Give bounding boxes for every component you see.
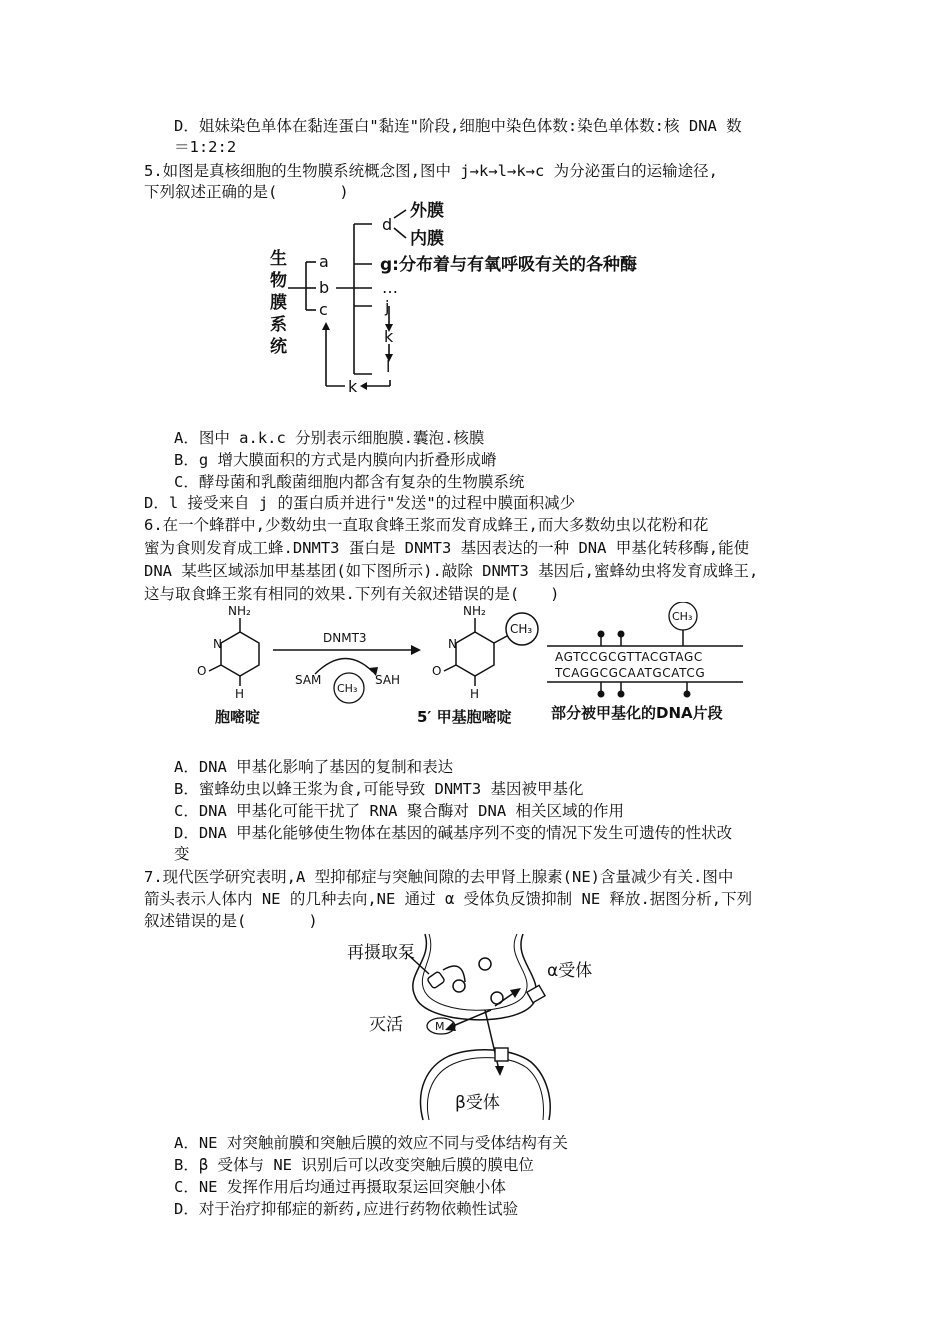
node-c: c (319, 300, 328, 319)
node-b: b (319, 278, 330, 297)
q6-option-b: B．蜜蜂幼虫以蜂王浆为食,可能导致 DNMT3 基因被甲基化 (174, 780, 584, 798)
system-label-char: 生 (270, 249, 287, 269)
q5-option-a: A．图中 a.k.c 分别表示细胞膜.囊泡.核膜 (174, 429, 485, 447)
q6-option-d-line2: 变 (174, 845, 190, 863)
dna-ch3: CH₃ (672, 610, 693, 623)
node-j: j (385, 297, 390, 316)
q4-option-d-line1: D．姐妹染色单体在黏连蛋白"黏连"阶段,细胞中染色体数:染色单体数:核 DNA 数 (174, 117, 742, 135)
q7-option-b: B．β 受体与 NE 识别后可以改变突触后膜的膜电位 (174, 1156, 534, 1174)
q5-biomembrane-diagram (260, 198, 680, 398)
q6-methylation-diagram (195, 602, 795, 734)
node-dots: … (382, 278, 398, 297)
q5-stem-line2: 下列叙述正确的是( ) (144, 183, 349, 201)
q6-stem-line2: 蜜为食则发育成工蜂.DNMT3 蛋白是 DNMT3 基因表达的一种 DNA 甲基化转移酶,能使 (144, 539, 750, 557)
label-m: M (435, 1020, 445, 1033)
q5-option-c: C．酵母菌和乳酸菌细胞内都含有复杂的生物膜系统 (174, 473, 525, 491)
ch3-group: CH₃ (337, 682, 358, 695)
label-5-methylcytosine: 5′ 甲基胞嘧啶 (417, 708, 512, 726)
cytosine-n: N (213, 637, 222, 651)
q6-stem-line1: 6.在一个蜂群中,少数幼虫一直取食蜂王浆而发育成蜂王,而大多数幼虫以花粉和花 (144, 516, 709, 534)
q6-stem-line4: 这与取食蜂王浆有相同的效果.下列有关叙述错误的是( ) (144, 585, 560, 603)
q5-option-b: B．g 增大膜面积的方式是内膜向内折叠形成嵴 (174, 451, 497, 469)
q6-option-d-line1: D．DNA 甲基化能够使生物体在基因的碱基序列不变的情况下发生可遗传的性状改 (174, 824, 733, 842)
cytosine-nh2: NH₂ (228, 604, 251, 618)
q7-stem-line1: 7.现代医学研究表明,A 型抑郁症与突触间隙的去甲肾上腺素(NE)含量减少有关.图中 (144, 868, 734, 886)
system-label-char: 统 (270, 337, 287, 357)
q7-option-c: C．NE 发挥作用后均通过再摄取泵运回突触小体 (174, 1178, 506, 1196)
node-k-bottom: k (348, 377, 358, 396)
node-l: l (386, 357, 391, 376)
cytosine-o: O (197, 664, 207, 678)
label-sam: SAM (295, 673, 322, 687)
node-a: a (319, 252, 329, 271)
methyl-n: N (448, 637, 457, 651)
q4-option-d-line2: ＝1:2:2 (174, 138, 237, 156)
label-reuptake-pump: 再摄取泵 (347, 943, 415, 963)
label-beta-receptor: β受体 (455, 1093, 500, 1113)
cytosine-h: H (235, 687, 245, 701)
q6-stem-line3: DNA 某些区域添加甲基基团(如下图所示).敲除 DNMT3 基因后,蜜蜂幼虫将发育成蜂王, (144, 562, 759, 580)
q5-option-d: D．l 接受来自 j 的蛋白质并进行"发送"的过程中膜面积减少 (144, 494, 576, 512)
label-dna-fragment: 部分被甲基化的DNA片段 (551, 704, 723, 722)
label-g: g:分布着与有氧呼吸有关的各种酶 (380, 255, 637, 275)
methyl-o: O (432, 664, 442, 678)
node-k: k (384, 327, 394, 346)
dna-strand-top: AGTCCGCGTTACGTAGC (555, 650, 703, 664)
label-inactivation: 灭活 (369, 1015, 403, 1035)
label-outer-membrane: 外膜 (410, 201, 444, 221)
q7-stem-line2: 箭头表示人体内 NE 的几种去向,NE 通过 α 受体负反馈抑制 NE 释放.据图分析,下列 (144, 890, 753, 908)
methyl-h: H (470, 687, 480, 701)
q7-option-d: D．对于治疗抑郁症的新药,应进行药物依赖性试验 (174, 1200, 519, 1218)
label-sah: SAH (375, 673, 401, 687)
q7-stem-line3: 叙述错误的是( ) (144, 912, 318, 930)
system-label-char: 物 (270, 271, 287, 291)
q6-option-a: A．DNA 甲基化影响了基因的复制和表达 (174, 758, 454, 776)
label-cytosine: 胞嘧啶 (215, 708, 261, 726)
system-label-char: 系 (270, 315, 287, 335)
label-alpha-receptor: α受体 (547, 961, 593, 981)
q6-option-c: C．DNA 甲基化可能干扰了 RNA 聚合酶对 DNA 相关区域的作用 (174, 802, 624, 820)
label-inner-membrane: 内膜 (410, 229, 444, 249)
q7-option-a: A．NE 对突触前膜和突触后膜的效应不同与受体结构有关 (174, 1134, 568, 1152)
methyl-ch3: CH₃ (510, 622, 533, 636)
enzyme-dnmt3: DNMT3 (323, 631, 367, 645)
q5-stem-line1: 5.如图是真核细胞的生物膜系统概念图,图中 j→k→l→k→c 为分泌蛋白的运输途径, (144, 162, 718, 180)
node-d: d (382, 215, 393, 234)
system-label-char: 膜 (270, 293, 287, 313)
q7-synapse-diagram (345, 930, 615, 1122)
dna-strand-bottom: TCAGGCGCAATGCATCG (555, 666, 706, 680)
methyl-nh2: NH₂ (463, 604, 486, 618)
